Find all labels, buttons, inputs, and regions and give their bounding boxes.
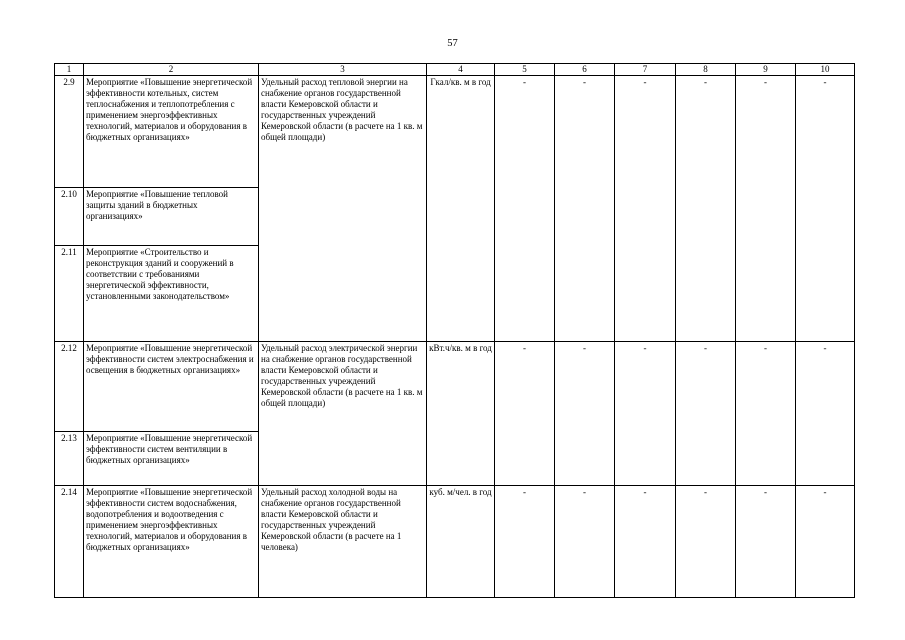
column-header: 1: [55, 64, 84, 76]
value-cell: -: [736, 76, 796, 342]
event-description: Мероприятие «Повышение энергетической эффективности систем водоснабжения, водопотребления и водоотведения с применением энергоэффективных технологий, материалов и оборудования в бюджетных организациях»: [84, 486, 259, 598]
table-row: [55, 342, 855, 432]
event-description: Мероприятие «Повышение энергетической эффективности котельных, систем теплоснабжения и теплопотребления с применением энергоэффективных технологий, материалов и оборудования в бюджетных организациях»: [84, 76, 259, 188]
row-number: 2.10: [55, 188, 84, 246]
value-cell: -: [615, 486, 676, 598]
unit-of-measure: Гкал/кв. м в год: [427, 76, 495, 342]
column-header: 10: [796, 64, 855, 76]
column-header: 2: [84, 64, 259, 76]
value-cell: -: [736, 342, 796, 486]
unit-of-measure: куб. м/чел. в год: [427, 486, 495, 598]
event-description: Мероприятие «Повышение энергетической эффективности систем электроснабжения и освещения в бюджетных организациях»: [84, 342, 259, 432]
value-cell: -: [796, 76, 855, 342]
value-cell: -: [736, 486, 796, 598]
value-cell: -: [796, 486, 855, 598]
column-header: 8: [676, 64, 736, 76]
column-header: 9: [736, 64, 796, 76]
column-number-row: [55, 64, 855, 76]
value-cell: -: [676, 486, 736, 598]
table-row: [55, 76, 855, 188]
value-cell: -: [555, 486, 615, 598]
event-description: Мероприятие «Повышение энергетической эффективности систем вентиляции в бюджетных организациях»: [84, 432, 259, 486]
row-number: 2.9: [55, 76, 84, 188]
row-number: 2.12: [55, 342, 84, 432]
event-description: Мероприятие «Строительство и реконструкция зданий и сооружений в соответствии с требованиями энергетической эффективности, установленными законодательством»: [84, 246, 259, 342]
page-number: 57: [447, 38, 458, 49]
value-cell: -: [796, 342, 855, 486]
event-description: Мероприятие «Повышение тепловой защиты зданий в бюджетных организациях»: [84, 188, 259, 246]
value-cell: -: [555, 76, 615, 342]
indicator-description: Удельный расход электрической энергии на снабжение органов государственной власти Кемеровской области и государственных учреждений Кемеровской области (в расчете на 1 кв. м общей площади): [259, 342, 427, 486]
value-cell: -: [676, 342, 736, 486]
indicator-description: Удельный расход тепловой энергии на снабжение органов государственной власти Кемеровской области и государственных учреждений Кемеровской области (в расчете на 1 кв. м общей площади): [259, 76, 427, 342]
value-cell: -: [676, 76, 736, 342]
column-header: 7: [615, 64, 676, 76]
column-header: 4: [427, 64, 495, 76]
unit-of-measure: кВт.ч/кв. м в год: [427, 342, 495, 486]
column-header: 6: [555, 64, 615, 76]
value-cell: -: [615, 76, 676, 342]
column-header: 5: [495, 64, 555, 76]
value-cell: -: [555, 342, 615, 486]
value-cell: -: [495, 342, 555, 486]
value-cell: -: [495, 486, 555, 598]
value-cell: -: [495, 76, 555, 342]
indicators-table: [54, 63, 855, 598]
row-number: 2.13: [55, 432, 84, 486]
table-row: [55, 486, 855, 598]
value-cell: -: [615, 342, 676, 486]
column-header: 3: [259, 64, 427, 76]
row-number: 2.11: [55, 246, 84, 342]
row-number: 2.14: [55, 486, 84, 598]
indicator-description: Удельный расход холодной воды на снабжение органов государственной власти Кемеровской области и государственных учреждений Кемеровской области (в расчете на 1 человека): [259, 486, 427, 598]
